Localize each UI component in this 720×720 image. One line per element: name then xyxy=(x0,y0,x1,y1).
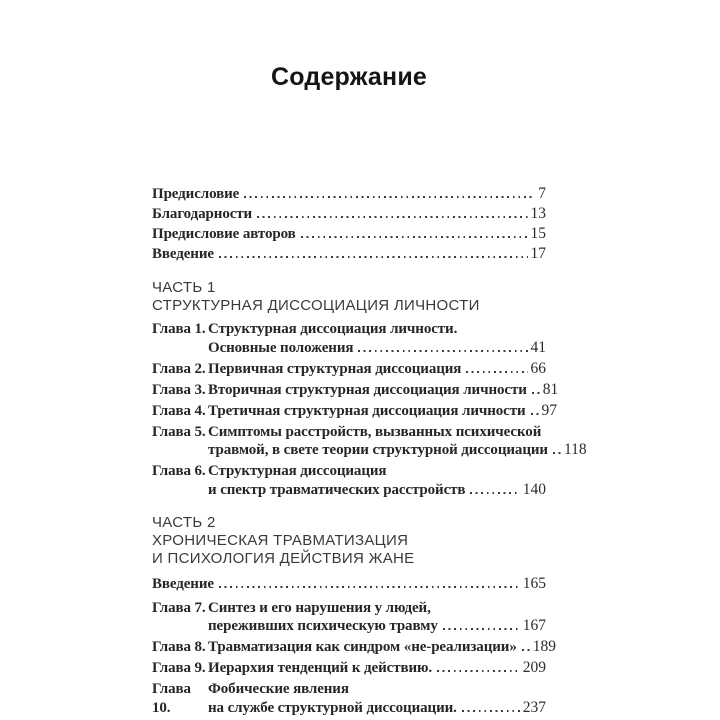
front-matter-list xyxy=(152,184,546,264)
chapter-title-block xyxy=(152,575,546,594)
chapter-entry xyxy=(152,462,546,499)
entry-title: Предисловие xyxy=(152,186,240,202)
chapter-title-lastline xyxy=(208,617,546,636)
dot-leader xyxy=(257,216,527,218)
chapter-entry xyxy=(152,380,559,400)
page-number: 17 xyxy=(530,245,546,262)
chapter-title-line: Фобические явления xyxy=(208,681,349,697)
chapter-entry xyxy=(152,599,546,636)
chapter-number: Глава 8. xyxy=(152,639,206,655)
page-number: 66 xyxy=(530,359,546,377)
page-number: 140 xyxy=(522,480,546,498)
chapter-title-lastline xyxy=(208,638,556,657)
dot-leader xyxy=(532,392,540,394)
toc-entry xyxy=(152,204,546,224)
chapter-title-line: Синтез и его нарушения у людей, xyxy=(208,599,431,616)
parts-container xyxy=(152,279,587,717)
chapter-number: Глава 7. xyxy=(152,599,206,616)
part-heading xyxy=(152,514,546,568)
dot-leader xyxy=(219,586,520,588)
chapter-title-block xyxy=(208,680,546,717)
entry-title: Предисловие авторов xyxy=(152,226,296,242)
dot-leader xyxy=(358,350,527,352)
toc-entry xyxy=(152,184,546,204)
chapter-title-lastline xyxy=(208,659,546,678)
page-number: 118 xyxy=(563,441,587,458)
page-number: 189 xyxy=(532,638,556,655)
chapter-title-lastline xyxy=(208,401,558,421)
chapter-title-line: Иерархия тенденций к действию. xyxy=(208,660,433,676)
chapter-title-line: на службе структурной диссоциации. xyxy=(208,699,457,716)
chapter-title-line: Первичная структурная диссоциация xyxy=(208,360,462,377)
chapter-title-block xyxy=(208,360,546,379)
chapter-title-block xyxy=(208,599,546,636)
dot-leader xyxy=(470,492,519,494)
chapter-title-line: Травматизация как синдром «не-реализации» xyxy=(208,639,517,655)
chapter-title-lastline xyxy=(208,699,546,718)
chapter-number: Глава 10. xyxy=(152,681,191,716)
chapter-entry xyxy=(152,360,546,379)
chapter-title-line: Основные положения xyxy=(208,339,354,356)
chapter-list xyxy=(152,320,587,499)
chapter-list xyxy=(152,575,556,717)
chapter-title-block xyxy=(208,638,556,657)
chapter-title-block xyxy=(208,659,546,678)
chapter-title-lastline xyxy=(208,360,546,379)
dot-leader xyxy=(466,371,527,373)
chapter-entry xyxy=(152,575,546,594)
chapter-title-block xyxy=(208,320,546,357)
entry-title: Введение xyxy=(152,246,214,262)
page-number: 7 xyxy=(538,185,546,202)
chapter-number: Глава 1. xyxy=(152,321,206,337)
page-number: 165 xyxy=(522,575,546,592)
page-number: 81 xyxy=(542,380,559,398)
part-heading xyxy=(152,279,546,315)
chapter-title-line: Третичная структурная диссоциация личности xyxy=(208,402,526,419)
page-number: 237 xyxy=(522,698,546,716)
page-number: 167 xyxy=(522,617,546,634)
chapter-entry xyxy=(152,320,546,357)
dot-leader xyxy=(219,256,528,258)
chapter-title-lastline xyxy=(152,575,546,594)
page-number: 13 xyxy=(530,205,546,222)
chapter-entry xyxy=(152,423,587,460)
dot-leader xyxy=(531,413,539,415)
part-heading-line: ЧАСТЬ 1 xyxy=(152,279,216,296)
entry-title: Благодарности xyxy=(152,206,253,222)
page-number: 209 xyxy=(522,659,546,676)
page-number: 97 xyxy=(541,401,558,419)
dot-leader xyxy=(301,236,528,238)
toc-content xyxy=(152,0,587,720)
part-heading-line: И ПСИХОЛОГИЯ ДЕЙСТВИЯ ЖАНЕ xyxy=(152,550,415,567)
dot-leader xyxy=(437,670,520,672)
dot-leader xyxy=(553,452,561,454)
part-heading-line: СТРУКТУРНАЯ ДИССОЦИАЦИЯ ЛИЧНОСТИ xyxy=(152,297,480,314)
part-heading-line: ЧАСТЬ 2 xyxy=(152,514,216,531)
chapter-title-line: Структурная диссоциация xyxy=(208,463,387,479)
chapter-title-line: травмой, в свете теории структурной диссоциации xyxy=(208,442,548,458)
chapter-entry xyxy=(152,680,546,717)
chapter-title-line: Вторичная структурная диссоциация личности xyxy=(208,381,527,398)
page-number: 41 xyxy=(530,338,546,356)
chapter-title-line: и спектр травматических расстройств xyxy=(208,481,466,498)
dot-leader xyxy=(522,649,530,651)
chapter-entry xyxy=(152,659,546,678)
chapter-number: Глава 5. xyxy=(152,423,206,440)
chapter-title-block xyxy=(208,401,558,421)
part-heading-line: ХРОНИЧЕСКАЯ ТРАВМАТИЗАЦИЯ xyxy=(152,532,409,549)
dot-leader xyxy=(244,196,535,198)
chapter-title-lastline xyxy=(208,380,559,400)
page-title: Содержание xyxy=(270,63,428,91)
chapter-title-block xyxy=(208,423,587,460)
chapter-number: Глава 2. xyxy=(152,360,206,377)
chapter-entry xyxy=(152,401,558,421)
chapter-title-lastline xyxy=(208,441,587,460)
chapter-title-line: переживших психическую травму xyxy=(208,618,438,634)
chapter-title-lastline xyxy=(208,339,546,358)
chapter-title-line: Структурная диссоциация личности. xyxy=(208,321,458,337)
dot-leader xyxy=(443,628,520,630)
toc-entry xyxy=(152,244,546,264)
chapter-title-block xyxy=(208,462,546,499)
chapter-number: Глава 9. xyxy=(152,660,206,676)
chapter-title-line: Симптомы расстройств, вызванных психической xyxy=(208,423,542,440)
chapter-number: Глава 4. xyxy=(152,402,206,419)
toc-entry xyxy=(152,224,546,244)
chapter-title-lastline xyxy=(208,481,546,500)
chapter-title-line: Введение xyxy=(152,576,214,592)
page-number: 15 xyxy=(530,225,546,242)
chapter-entry xyxy=(152,638,556,657)
chapter-number: Глава 6. xyxy=(152,463,206,479)
chapter-title-block xyxy=(208,380,559,400)
dot-leader xyxy=(462,710,520,712)
chapter-number: Глава 3. xyxy=(152,381,206,398)
